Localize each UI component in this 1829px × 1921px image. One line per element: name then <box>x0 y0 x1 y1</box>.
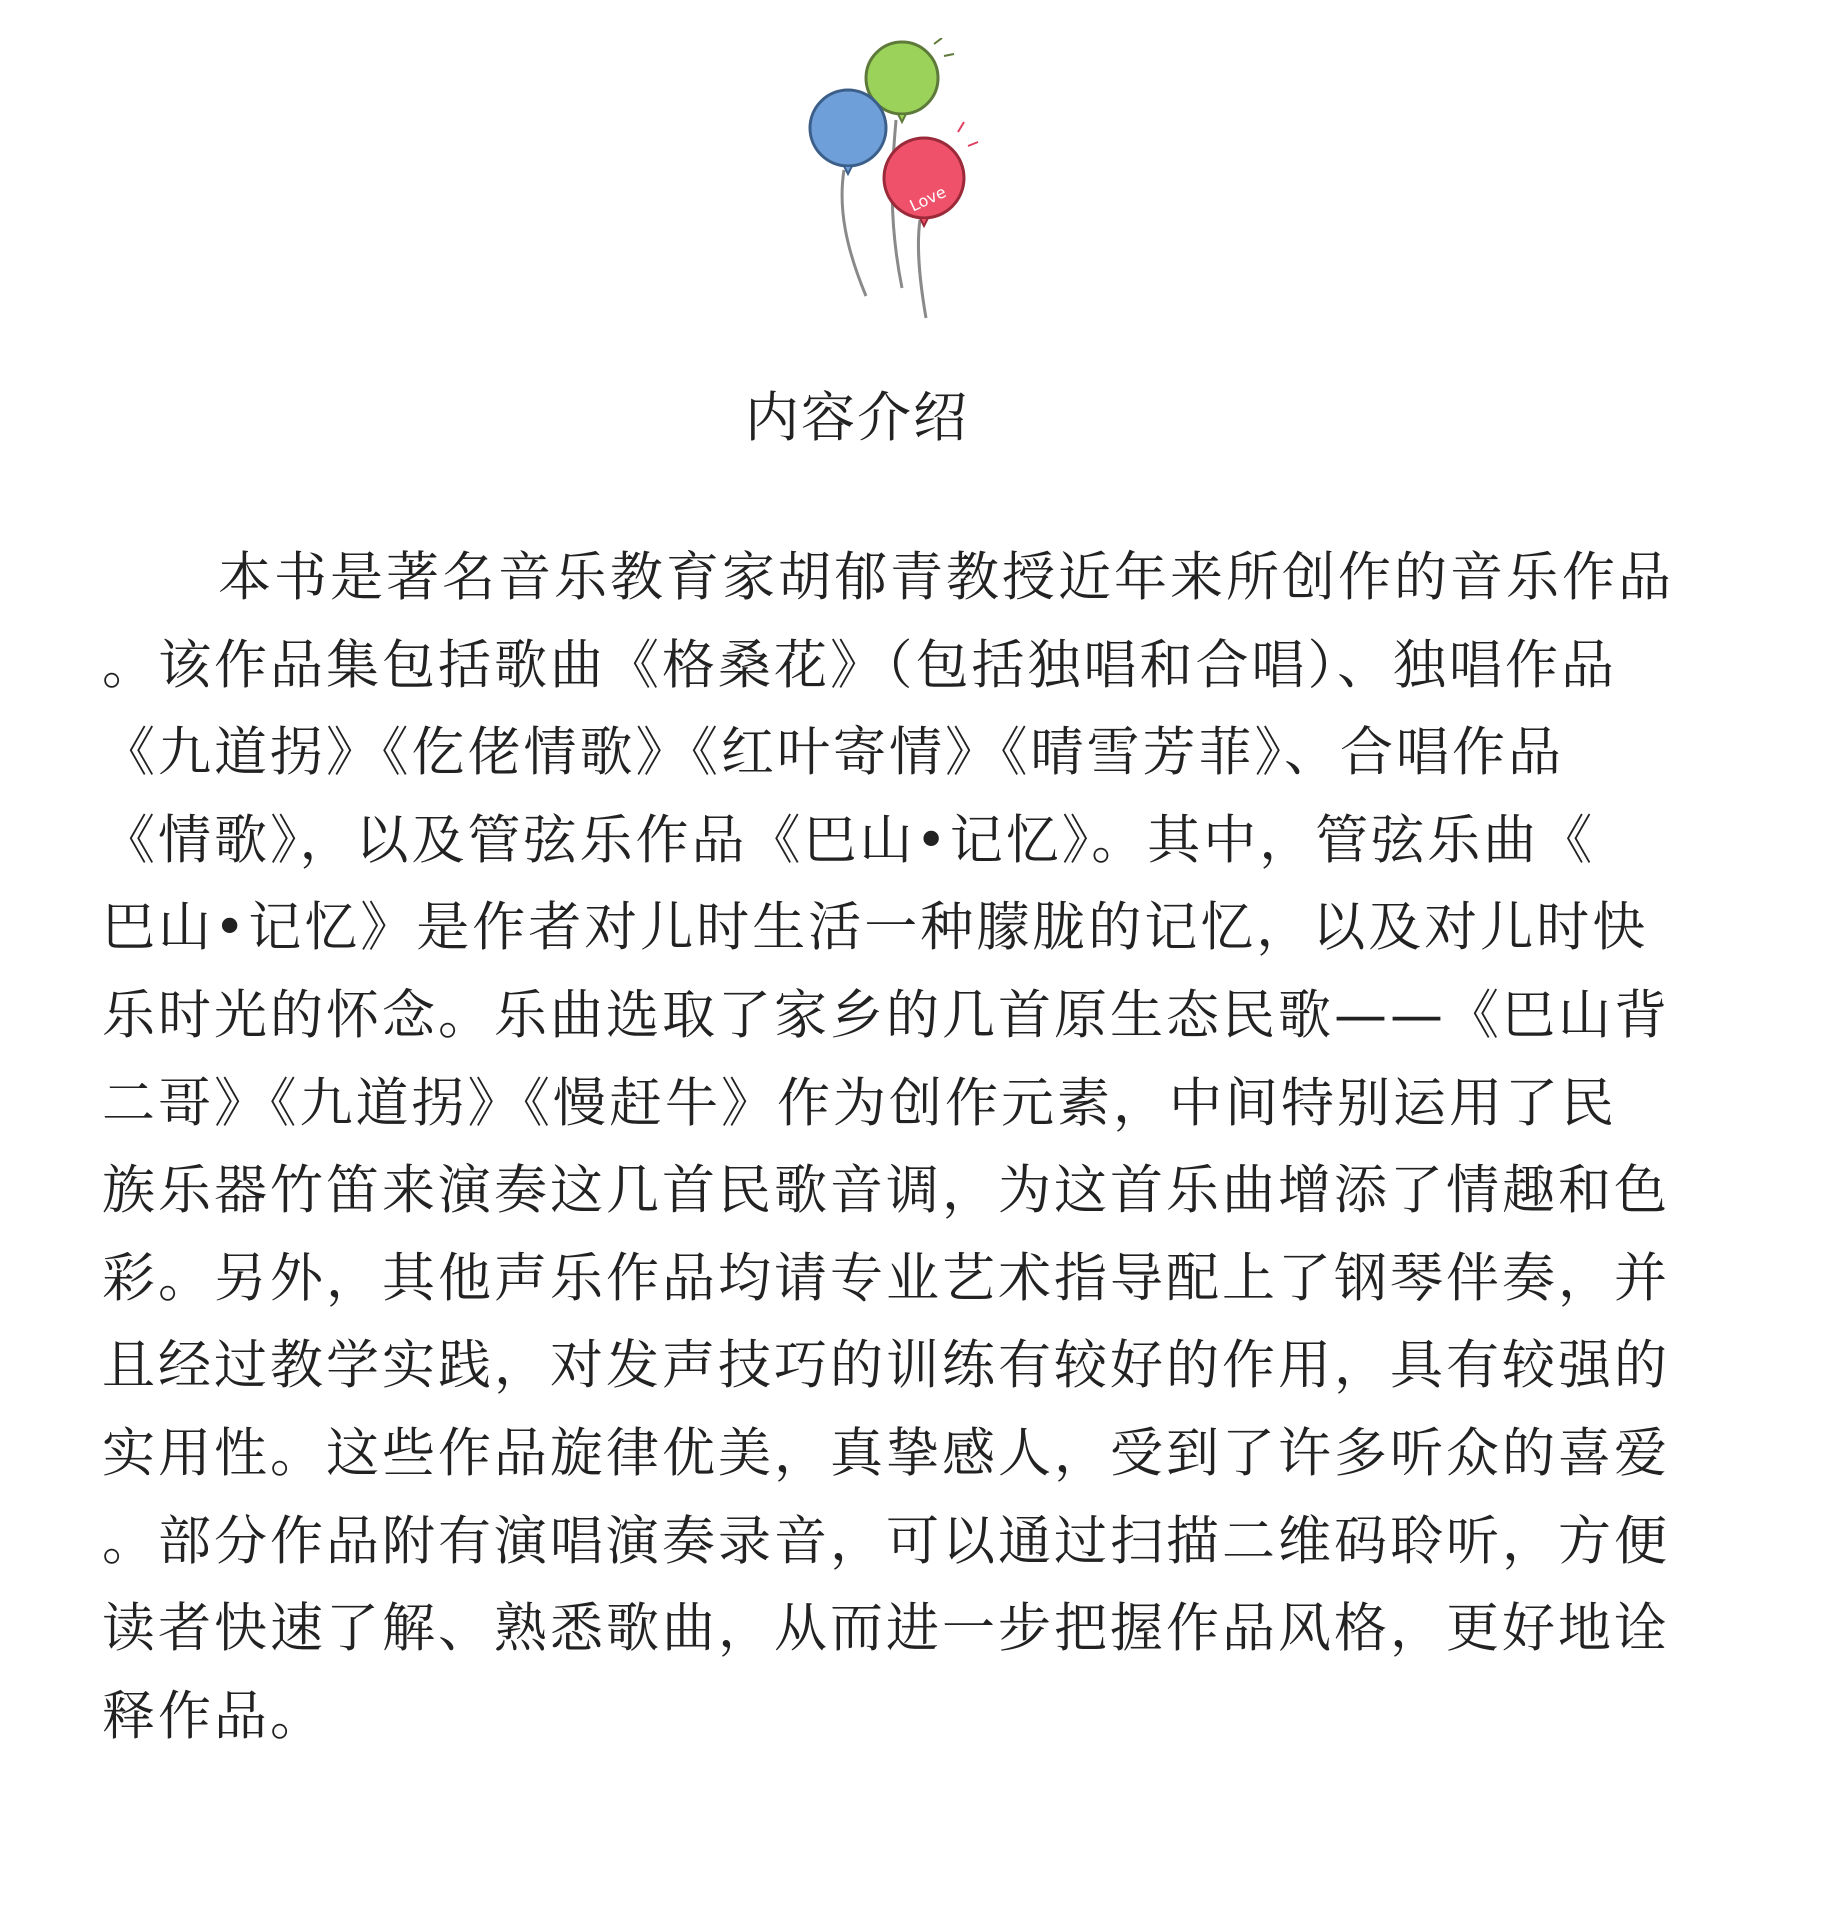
paragraph-line: 乐时光的怀念。乐曲选取了家乡的几首原生态民歌——《巴山背 <box>102 984 1670 1046</box>
page-title: 内容介绍 <box>745 386 969 449</box>
paragraph-line: 彩。另外，其他声乐作品均请专业艺术指导配上了钢琴伴奏，并 <box>102 1247 1670 1309</box>
blue-balloon <box>810 90 886 166</box>
balloon-label: Love <box>906 182 949 216</box>
paragraph-line: 本书是著名音乐教育家胡郁青教授近年来所创作的音乐作品 <box>218 547 1674 608</box>
paragraph-line: 《九道拐》《仡佬情歌》《红叶寄情》《晴雪芳菲》、合唱作品 <box>102 722 1564 784</box>
paragraph-line: 巴山•记忆》是作者对儿时生活一种朦胧的记忆，以及对儿时快 <box>102 897 1649 959</box>
balloon-string <box>842 170 866 296</box>
balloons-icon <box>808 38 1008 323</box>
paragraph-line: 读者快速了解、熟悉歌曲，从而进一步把握作品风格，更好地诠 <box>102 1598 1670 1660</box>
paragraph-line: 族乐器竹笛来演奏这几首民歌音调，为这首乐曲增添了情趣和色 <box>102 1160 1670 1222</box>
intro-paragraph <box>102 534 1742 1760</box>
paragraph-line: 二哥》《九道拐》《慢赶牛》作为创作元素，中间特别运用了民 <box>102 1072 1617 1134</box>
balloon-string <box>918 220 926 318</box>
paragraph-line: 《情歌》，以及管弦乐作品《巴山•记忆》。其中，管弦乐曲《 <box>102 809 1596 871</box>
paragraph-line: 实用性。这些作品旋律优美，真挚感人，受到了许多听众的喜爱 <box>102 1422 1670 1484</box>
paragraph-line: 。部分作品附有演唱演奏录音，可以通过扫描二维码聆听，方便 <box>102 1510 1670 1572</box>
paragraph-line: 且经过教学实践，对发声技巧的训练有较好的作用，具有较强的 <box>102 1335 1670 1397</box>
paragraph-line: 。该作品集包括歌曲《格桑花》（包括独唱和合唱）、独唱作品 <box>102 634 1617 696</box>
paragraph-line: 释作品。 <box>102 1685 326 1747</box>
